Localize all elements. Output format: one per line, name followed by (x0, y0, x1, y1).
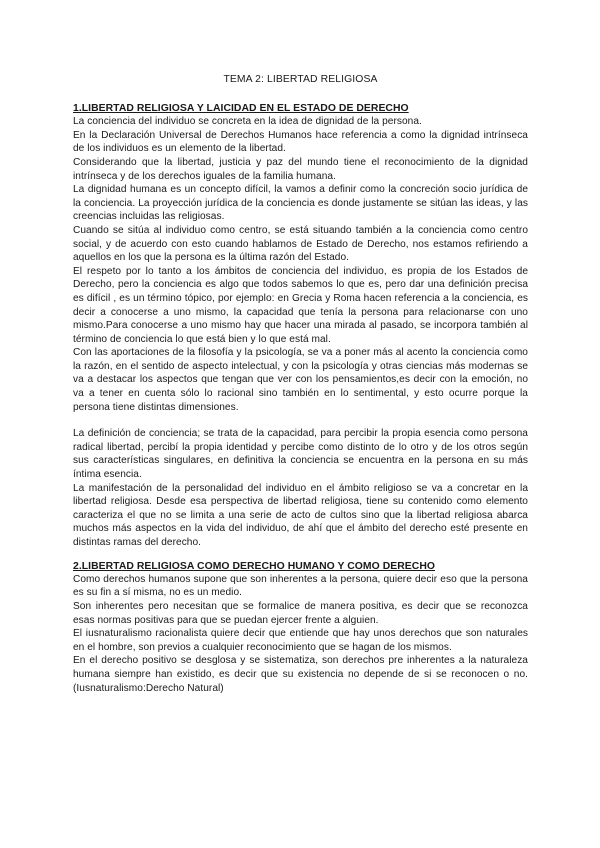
paragraph: Considerando que la libertad, justicia y paz del mundo tiene el reconocimiento de la dignidad intrínseca y de los derechos iguales de la familia humana. (73, 156, 528, 182)
section-2-heading: 2.LIBERTAD RELIGIOSA COMO DERECHO HUMANO Y COMO DERECHO (73, 560, 436, 572)
paragraph: En la Declaración Universal de Derechos Humanos hace referencia a como la dignidad intrínseca de los individuos es un elemento de la libertad. (73, 129, 528, 155)
section-2 (73, 560, 528, 696)
paragraph: La conciencia del individuo se concreta en la idea de dignidad de la persona. (73, 116, 422, 128)
spacer (73, 550, 528, 560)
paragraph: La manifestación de la personalidad del individuo en el ámbito religioso se va a concretar en la libertad religiosa. Desde esa perspectiva de libertad religiosa, tiene su contenido como elemento caracteriza el que no se limita a una serie de acto de cultos sino que la libertad religiosa abarca muchos más aspectos en la vida del individuo, de ahí que el ámbito del derecho esté presente en distintas ramas del derecho. (73, 482, 528, 549)
paragraph: Como derechos humanos supone que son inherentes a la persona, quiere decir eso que la persona es su fin a sí misma, no es un medio. (73, 573, 528, 599)
section-1 (73, 102, 528, 550)
paragraph: La definición de conciencia; se trata de la capacidad, para percibir la propia esencia como persona radical libertad, percibí la propia identidad y percibe como distinto de lo otro y de los otros según sus características singulares, en definitiva la conciencia se encuentra en la persona en su más íntima esencia. (73, 428, 528, 481)
document-title: TEMA 2: LIBERTAD RELIGIOSA (223, 74, 378, 85)
section-1-heading: 1.LIBERTAD RELIGIOSA Y LAICIDAD EN EL ESTADO DE DERECHO (73, 103, 409, 114)
spacer (73, 414, 528, 427)
paragraph: El respeto por lo tanto a los ámbitos de conciencia del individuo, es propia de los Estados de Derecho, pero la conciencia es algo que todos sabemos lo que es, pero dar una definición precisa es difícil , es un término tópico, por ejemplo: en Grecia y Roma hacen referencia a la conciencia, es decir a conocerse a uno mismo, la capacidad que tenía la persona para relacionarse con uno mismo.Para conocerse a uno mismo hay que hacer una mirada al pasado, se incorpora también al término de conciencia lo que está bien y lo que está mal. (73, 265, 528, 345)
paragraph: Cuando se sitúa al individuo como centro, se está situando también a la conciencia como centro social, y de acuerdo con esto cuando hablamos de Estado de Derecho, nos estamos refiriendo a aquellos en los que la persona es la última razón del Estado. (73, 224, 528, 264)
paragraph: Son inherentes pero necesitan que se formalice de manera positiva, es decir que se reconozca esas normas positivas para que se puedan ejercer frente a alguien. (73, 601, 528, 626)
paragraph: Con las aportaciones de la filosofía y la psicología, se va a poner más al acento la conciencia como la razón, en el sentido de aspecto intelectual, y con la psicología y otras ciencias más modernas se va a destacar los aspectos que tengan que ver con los pensamientos,es decir con la emoción, no va a tener en cuenta sólo lo racional sino también en lo sentimental, y esto ocurre porque la persona tiene distintas dimensiones. (73, 347, 528, 413)
paragraph: En el derecho positivo se desglosa y se sistematiza, son derechos pre inherentes a la naturaleza humana siempre han existido, es decir que su existencia no depende de si se reconocen o no.(Iusnaturalismo:Derecho Natural) (73, 655, 528, 694)
paragraph: El iusnaturalismo racionalista quiere decir que entiende que hay unos derechos que son naturales en el hombre, son previos a cualquier reconocimiento que se hagan de los mismos. (73, 628, 528, 653)
paragraph: La dignidad humana es un concepto difícil, la vamos a definir como la concreción socio jurídica de la conciencia. La proyección jurídica de la conciencia es donde justamente se sitúan las ideas, y las creencias incluidas las religiosas. (73, 184, 528, 223)
